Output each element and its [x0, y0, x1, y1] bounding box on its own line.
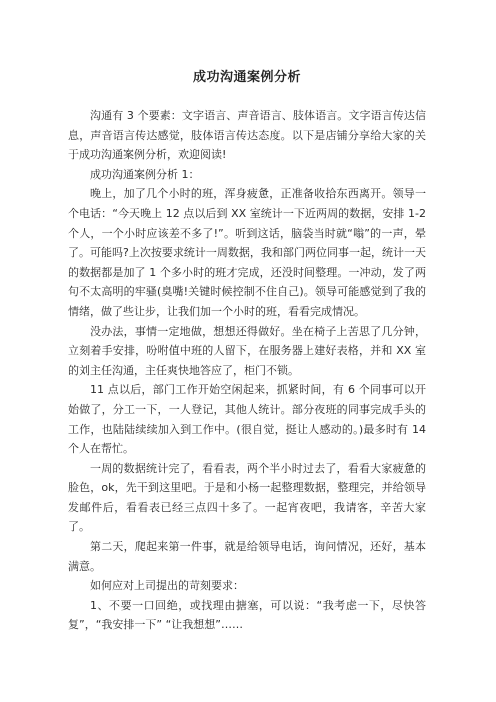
paragraph-case-heading: 成功沟通案例分析 1： [90, 167, 200, 181]
paragraph-team-work: 11 点以后，部门工作开始空闲起来，抓紧时间，有 6 个同事可以开始做了，分工一下，一人登记，其他人统计。部分夜班的同事完成手头的工作，也陆陆续续加入到工作中。(很自觉，挺让人感动的。)最多时有 14 个人在帮忙。 [68, 383, 426, 456]
paragraph-overtime-call: 晚上，加了几个小时的班，浑身疲惫，正准备收拾东西离开。领导一个电话：“今天晚上 12 点以后到 XX 室统计一下近两周的数据，安排 1-2 个人，一个小时应该差不多了!”。听到这话，脑袋当时就“嗡”的一声，晕了。可能吗?上次按要求统计一周数据，我和部门两位同事一起，统计一天的数据都是加了 1 个多小时的班才完成，还没时间整理。一冲动，发了两句不太高明的牢骚(臭嘴!关键时候控制不住自己)。领导可能感觉到了我的情绪，做了些让步，让我们加一个小时的班，看看完成情况。 [68, 187, 426, 318]
paragraph-intro: 沟通有 3 个要素：文字语言、声音语言、肢体语言。文字语言传达信息，声音语言传达感觉，肢体语言传达态度。以下是店铺分享给大家的关于成功沟通案例分析，欢迎阅读! [68, 109, 426, 162]
document-body [68, 106, 426, 635]
paragraph-arrangement: 没办法，事情一定地做，想想还得做好。坐在椅子上苦思了几分钟，立刻着手安排，吩咐值中班的人留下，在服务器上建好表格，并和 XX 室的刘主任沟通，主任爽快地答应了，柜门不锁。 [68, 324, 426, 377]
paragraph-completion: 一周的数据统计完了，看看表，两个半小时过去了，看看大家疲惫的脸色，ok，先干到这里吧。于是和小杨一起整理数据，整理完，并给领导发邮件后，看看表已经三点四十多了。一起宵夜吧，我请客，辛苦大家了。 [68, 461, 426, 534]
paragraph-subheading: 如何应对上司提出的苛刻要求： [90, 579, 244, 593]
paragraph-tip-1: 1、不要一口回绝，或找理由搪塞，可以说：“我考虑一下，尽快答复”，“我安排一下” “让我想想”…… [68, 598, 426, 632]
paragraph-next-day: 第二天，爬起来第一件事，就是给领导电话，询问情况，还好，基本满意。 [68, 540, 426, 573]
document-title: 成功沟通案例分析 [192, 70, 301, 85]
